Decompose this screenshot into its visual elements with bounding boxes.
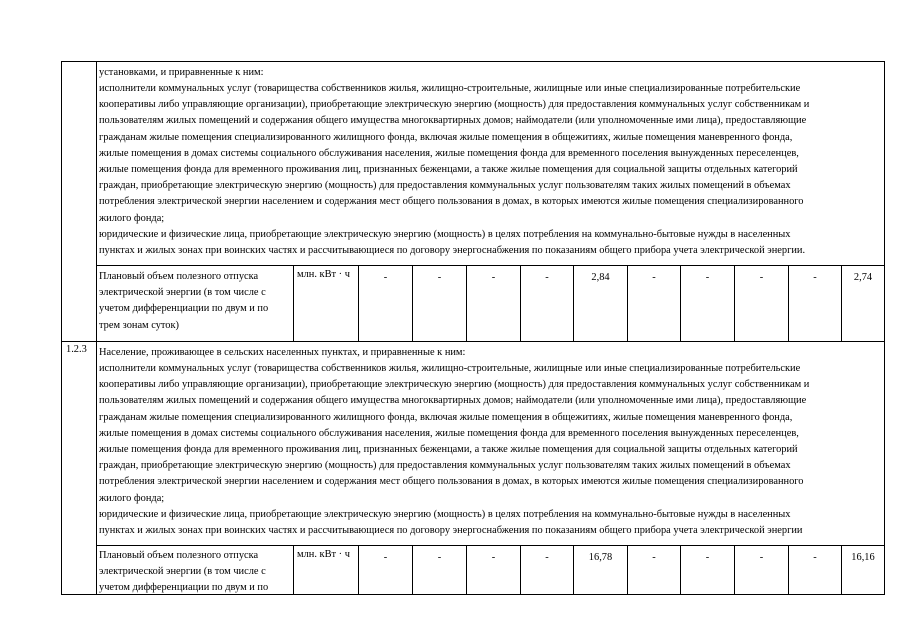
row-label-line: учетом дифференциации по двум и по (99, 303, 269, 315)
paragraph-line: жилые помещения в домах системы социального обслуживания населения, жилые помещения фонда для временного поселения вынужденных переселенцев, (99, 427, 799, 439)
paragraph-line: жилые помещения фонда для временного проживания лиц, признанных беженцами, а также жилые помещения для социальной защиты отдельных категорий (99, 444, 798, 456)
section-paragraph (99, 361, 809, 539)
value-cell: - (705, 552, 710, 563)
paragraph-line: юридические и физические лица, приобретающие электрическую энергию (мощность) в целях потребления на коммунально-бытовые нужды в населенных (99, 508, 791, 520)
value-cell: - (652, 552, 656, 563)
paragraph-line: граждан, приобретающие электрическую энергию (мощность) для предоставления коммунальных услуг пользователям таких жилых помещений в объемах (99, 180, 791, 192)
value-cell: - (437, 552, 442, 563)
paragraph-line: граждан, приобретающие электрическую энергию (мощность) для предоставления коммунальных услуг пользователям таких жилых помещений в объемах (99, 460, 791, 472)
paragraph-line: гражданам жилые помещения специализированного жилищного фонда, включая жилые помещения в общежитиях, жилые помещения маневренного фонда, (99, 411, 793, 423)
value-cell: - (491, 552, 496, 563)
row-label-line: электрической энергии (в том числе с (99, 287, 266, 299)
value-cell: - (383, 552, 388, 563)
row-label-line: электрической энергии (в том числе с (99, 566, 266, 578)
value-cell: - (491, 272, 496, 283)
row-label-line: Плановый объем полезного отпуска (99, 550, 259, 561)
paragraph-line: гражданам жилые помещения специализированного жилищного фонда, включая жилые помещения в общежитиях, жилые помещения маневренного фонда, (99, 131, 793, 143)
paragraph-line: жилого фонда; (99, 212, 165, 224)
row-label (99, 269, 268, 334)
paragraph-line: пользователям жилых помещений и содержания общего имущества многоквартирных домов; наймодатели (или уполномоченные ими лица), предоставляющие (99, 115, 807, 127)
section-heading: Население, проживающее в сельских населенных пунктах, и приравненные к ним: (99, 347, 466, 358)
value-cell: - (759, 552, 764, 563)
paragraph-line: жилые помещения фонда для временного проживания лиц, признанных беженцами, а также жилые помещения для социальной защиты отдельных категорий (99, 164, 798, 176)
unit-cell: млн. кВт · ч (297, 549, 350, 560)
value-cell: - (383, 272, 388, 283)
paragraph-line: исполнители коммунальных услуг (товарищества собственников жилья, жилищно-строительные, жилищные или иные специализированные потребительские (99, 363, 801, 374)
paragraph-line: потребления электрической энергии населением и содержания мест общего пользования в домах, в которых имеются жилые помещения специализированного (99, 476, 804, 488)
paragraph-line: исполнители коммунальных услуг (товарищества собственников жилья, жилищно-строительные, жилищные или иные специализированные потребительские (99, 83, 801, 94)
column-border (96, 61, 97, 595)
row-label (99, 548, 268, 597)
value-cell: - (545, 272, 549, 283)
value-cell: - (813, 552, 817, 563)
paragraph-line: потребления электрической энергии населением и содержания мест общего пользования в домах, в которых имеются жилые помещения специализированного (99, 196, 804, 208)
value-cell: - (759, 272, 764, 283)
row-border (96, 545, 885, 546)
paragraph-line: жилые помещения в домах системы социального обслуживания населения, жилые помещения фонда для временного поселения вынужденных переселенцев, (99, 147, 799, 159)
value-cell: - (705, 272, 710, 283)
value-cell: 2,74 (853, 272, 873, 283)
row-label-line: Плановый объем полезного отпуска (99, 271, 259, 282)
value-cell: - (652, 272, 656, 283)
value-cell: 2,84 (591, 272, 610, 283)
paragraph-line: пунктах и жилых зонах при воинских частях и рассчитывающиеся по договору энергоснабжения по показаниям общего прибора учета электрической энергии (99, 525, 803, 537)
column-border (293, 545, 294, 595)
table-left-border (61, 61, 62, 595)
paragraph-line: пользователям жилых помещений и содержания общего имущества многоквартирных домов; наймодатели (или уполномоченные ими лица), предоставляющие (99, 395, 807, 407)
row-label-line: трем зонам суток) (99, 319, 180, 331)
section-divider (61, 341, 885, 342)
column-border (293, 265, 294, 342)
value-cell: - (437, 272, 442, 283)
value-cell: - (813, 272, 817, 283)
value-cell: 16,78 (588, 552, 613, 563)
unit-cell: млн. кВт · ч (297, 269, 350, 280)
row-label-line: учетом дифференциации по двум и по (99, 582, 269, 594)
section-heading: установками, и приравненные к ним: (99, 67, 264, 78)
section-paragraph (99, 81, 809, 259)
row-border (96, 265, 885, 266)
paragraph-line: юридические и физические лица, приобретающие электрическую энергию (мощность) в целях потребления на коммунально-бытовые нужды в населенных (99, 228, 791, 240)
paragraph-line: жилого фонда; (99, 492, 165, 504)
section-number: 1.2.3 (66, 344, 87, 355)
table-right-border (884, 61, 885, 595)
paragraph-line: кооперативы либо управляющие организации), приобретающие электрическую энергию (мощность) для предоставления коммунальных услуг собственникам и (99, 379, 810, 391)
value-cell: - (545, 552, 549, 563)
value-cell: 16,16 (851, 552, 875, 563)
table-top-border (61, 61, 885, 62)
paragraph-line: кооперативы либо управляющие организации), приобретающие электрическую энергию (мощность) для предоставления коммунальных услуг собственникам и (99, 99, 810, 111)
paragraph-line: пунктах и жилых зонах при воинских частях и рассчитывающиеся по договору энергоснабжения по показаниям общего прибора учета электрической энергии. (99, 245, 806, 257)
